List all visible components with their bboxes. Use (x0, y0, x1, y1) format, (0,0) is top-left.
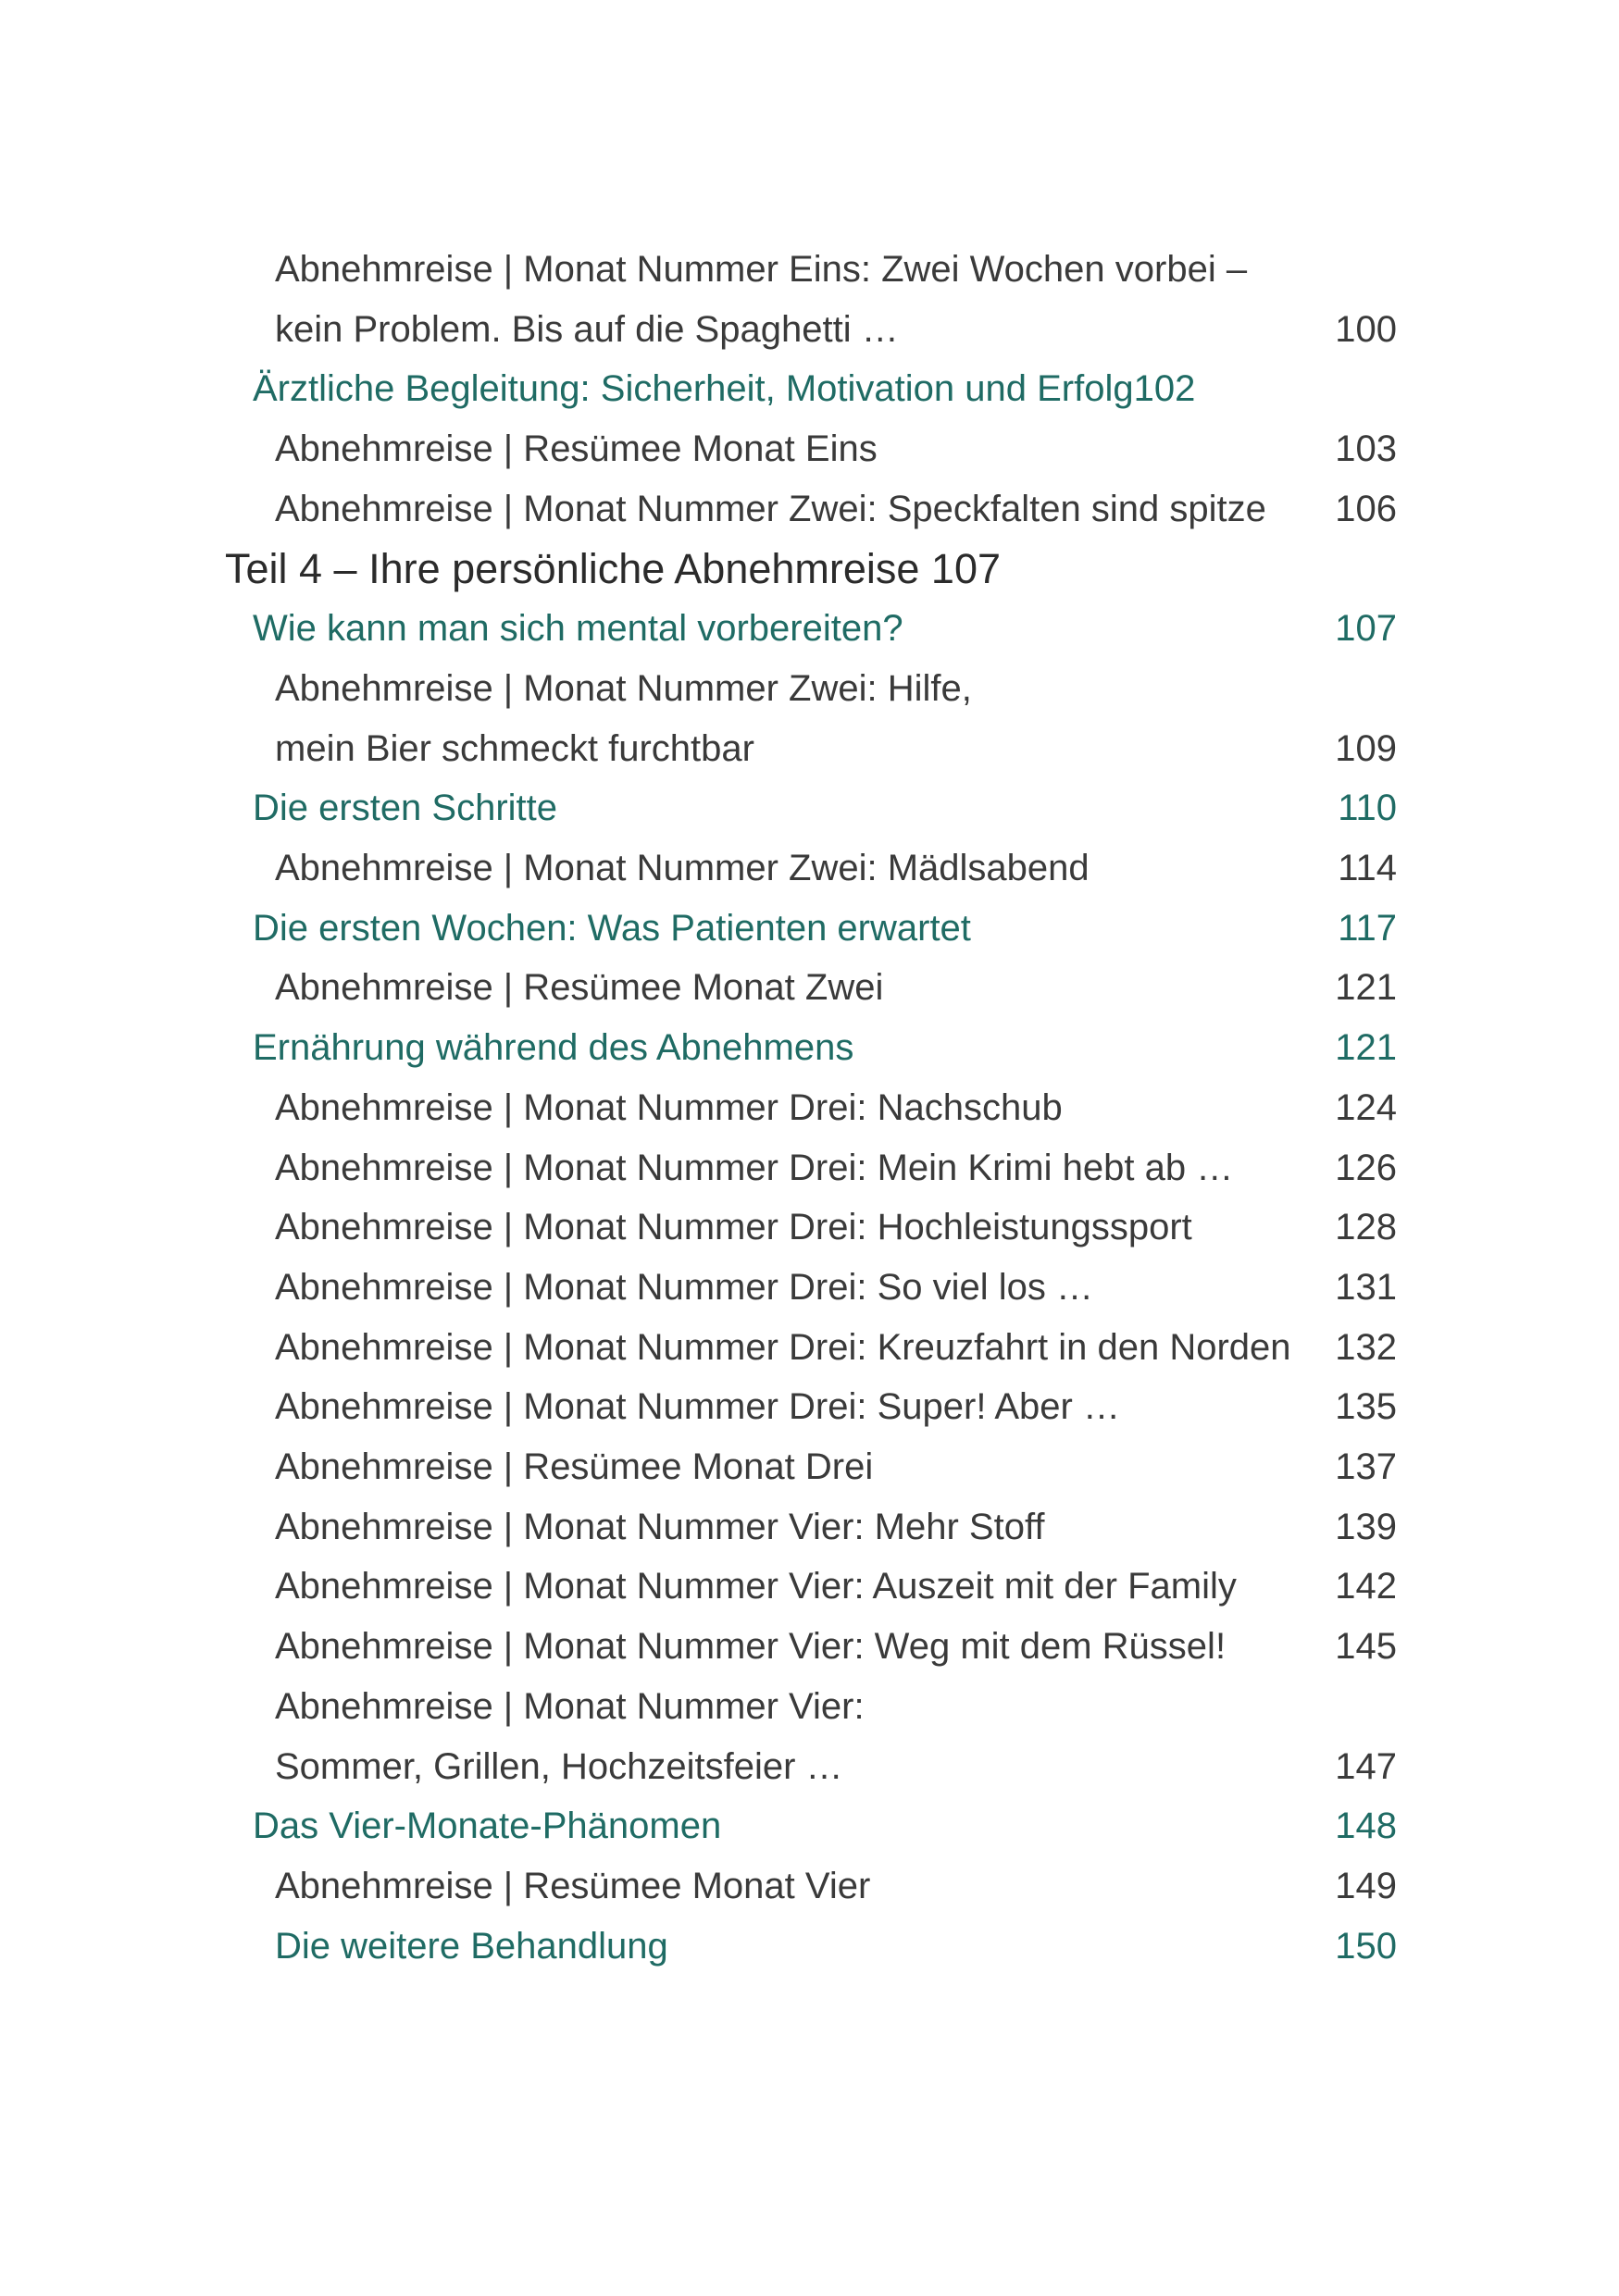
toc-page-number: 135 (1335, 1386, 1397, 1427)
toc-entry-title: Abnehmreise | Monat Nummer Zwei: Hilfe, (275, 668, 972, 709)
toc-row-entry[interactable] (0, 479, 1619, 539)
toc-entry-title: Abnehmreise | Monat Nummer Drei: Nachschub (275, 1087, 1063, 1128)
toc-page-number: 132 (1335, 1327, 1397, 1368)
toc-entry-title: Abnehmreise | Monat Nummer Vier: Mehr Stoff (275, 1507, 1045, 1547)
toc-entry-title: Abnehmreise | Resümee Monat Vier (275, 1866, 871, 1906)
toc-row-entry[interactable] (0, 1557, 1619, 1616)
toc-row-entry[interactable] (0, 1138, 1619, 1198)
toc-row-entry[interactable] (0, 1677, 1619, 1736)
toc-entry-title: Abnehmreise | Monat Nummer Zwei: Mädlsabend (275, 848, 1090, 888)
toc-entry-title: Abnehmreise | Monat Nummer Drei: Mein Krimi hebt ab … (275, 1148, 1234, 1188)
toc-page-number: 107 (1335, 608, 1397, 649)
toc-page-number: 139 (1335, 1507, 1397, 1547)
toc-entry-title: Abnehmreise | Monat Nummer Drei: So viel los … (275, 1267, 1094, 1308)
toc-row-entry[interactable] (0, 1258, 1619, 1317)
toc-row-entry[interactable] (0, 1377, 1619, 1436)
toc-entry-title: Die weitere Behandlung (275, 1926, 668, 1967)
toc-page-number: 128 (1335, 1207, 1397, 1247)
toc-page-number: 103 (1335, 428, 1397, 469)
toc-row-part[interactable] (0, 540, 1619, 599)
toc-entry-title: Ernährung während des Abnehmens (253, 1027, 854, 1068)
toc-entry-title: Die ersten Wochen: Was Patienten erwartet (253, 908, 971, 949)
toc-row-entry[interactable] (0, 1078, 1619, 1137)
toc-row-section[interactable] (0, 1018, 1619, 1077)
toc-row-entry[interactable] (0, 659, 1619, 718)
toc-row-entry[interactable] (0, 1318, 1619, 1377)
toc-page-number: 114 (1338, 848, 1397, 888)
toc-entry-title: Abnehmreise | Resümee Monat Zwei (275, 967, 884, 1008)
toc-entry-title: Abnehmreise | Monat Nummer Vier: Auszeit mit der Family (275, 1566, 1237, 1607)
toc-row-section[interactable] (0, 359, 1619, 418)
toc-page-number: 117 (1338, 908, 1397, 949)
toc-page-number: 121 (1335, 967, 1397, 1008)
toc-entry-title: Abnehmreise | Resümee Monat Eins (275, 428, 878, 469)
toc-row-entry[interactable] (0, 300, 1619, 359)
toc-row-final[interactable] (0, 1917, 1619, 1976)
toc-page-number: 147 (1335, 1746, 1397, 1787)
toc-entry-title: Sommer, Grillen, Hochzeitsfeier … (275, 1746, 843, 1787)
toc-page-number: 149 (1335, 1866, 1397, 1906)
toc-page-number: 126 (1335, 1148, 1397, 1188)
toc-page-number: 106 (1335, 489, 1397, 529)
toc-row-section[interactable] (0, 1796, 1619, 1855)
toc-page-number: 131 (1335, 1267, 1397, 1308)
toc-row-entry[interactable] (0, 1856, 1619, 1916)
toc-row-entry[interactable] (0, 719, 1619, 778)
toc-row-entry[interactable] (0, 1737, 1619, 1796)
toc-row-entry[interactable] (0, 419, 1619, 478)
toc-entry-title: kein Problem. Bis auf die Spaghetti … (275, 309, 899, 350)
toc-entry-title: Abnehmreise | Monat Nummer Eins: Zwei Wochen vorbei – (275, 249, 1248, 290)
toc-entry-title: Teil 4 – Ihre persönliche Abnehmreise 107 (225, 545, 1002, 592)
toc-row-section[interactable] (0, 778, 1619, 838)
toc-row-entry[interactable] (0, 1437, 1619, 1496)
toc-entry-title: Abnehmreise | Resümee Monat Drei (275, 1446, 874, 1487)
toc-entry-title: Das Vier-Monate-Phänomen (253, 1806, 722, 1846)
toc-entry-title: mein Bier schmeckt furchtbar (275, 728, 754, 769)
toc-entry-title: Die ersten Schritte (253, 788, 558, 828)
toc-row-entry[interactable] (0, 1198, 1619, 1257)
toc-entry-title: Wie kann man sich mental vorbereiten? (253, 608, 903, 649)
toc-page-number: 150 (1335, 1926, 1397, 1967)
toc-page-number: 121 (1335, 1027, 1397, 1068)
toc-row-entry[interactable] (0, 1497, 1619, 1557)
toc-entry-title: Ärztliche Begleitung: Sicherheit, Motivation und Erfolg102 (253, 368, 1196, 409)
toc-entry-title: Abnehmreise | Monat Nummer Drei: Kreuzfahrt in den Norden (275, 1327, 1291, 1368)
toc-page-number: 148 (1335, 1806, 1397, 1846)
toc-page-number: 110 (1338, 788, 1397, 828)
toc-page-number: 124 (1335, 1087, 1397, 1128)
toc-entry-title: Abnehmreise | Monat Nummer Zwei: Speckfalten sind spitze (275, 489, 1266, 529)
toc-row-entry[interactable] (0, 958, 1619, 1017)
toc-row-entry[interactable] (0, 838, 1619, 898)
toc-page-number: 137 (1335, 1446, 1397, 1487)
toc-entry-title: Abnehmreise | Monat Nummer Vier: Weg mit dem Rüssel! (275, 1626, 1227, 1667)
toc-row-section[interactable] (0, 899, 1619, 958)
toc-page-number: 145 (1335, 1626, 1397, 1667)
toc-row-entry[interactable] (0, 240, 1619, 299)
toc-entry-title: Abnehmreise | Monat Nummer Drei: Super! Aber … (275, 1386, 1120, 1427)
toc-row-section[interactable] (0, 599, 1619, 658)
toc-page-number: 109 (1335, 728, 1397, 769)
toc-row-entry[interactable] (0, 1617, 1619, 1676)
toc-page-number: 142 (1335, 1566, 1397, 1607)
toc-page-number: 100 (1335, 309, 1397, 350)
toc-entry-title: Abnehmreise | Monat Nummer Drei: Hochleistungssport (275, 1207, 1192, 1247)
toc-entry-title: Abnehmreise | Monat Nummer Vier: (275, 1686, 865, 1727)
